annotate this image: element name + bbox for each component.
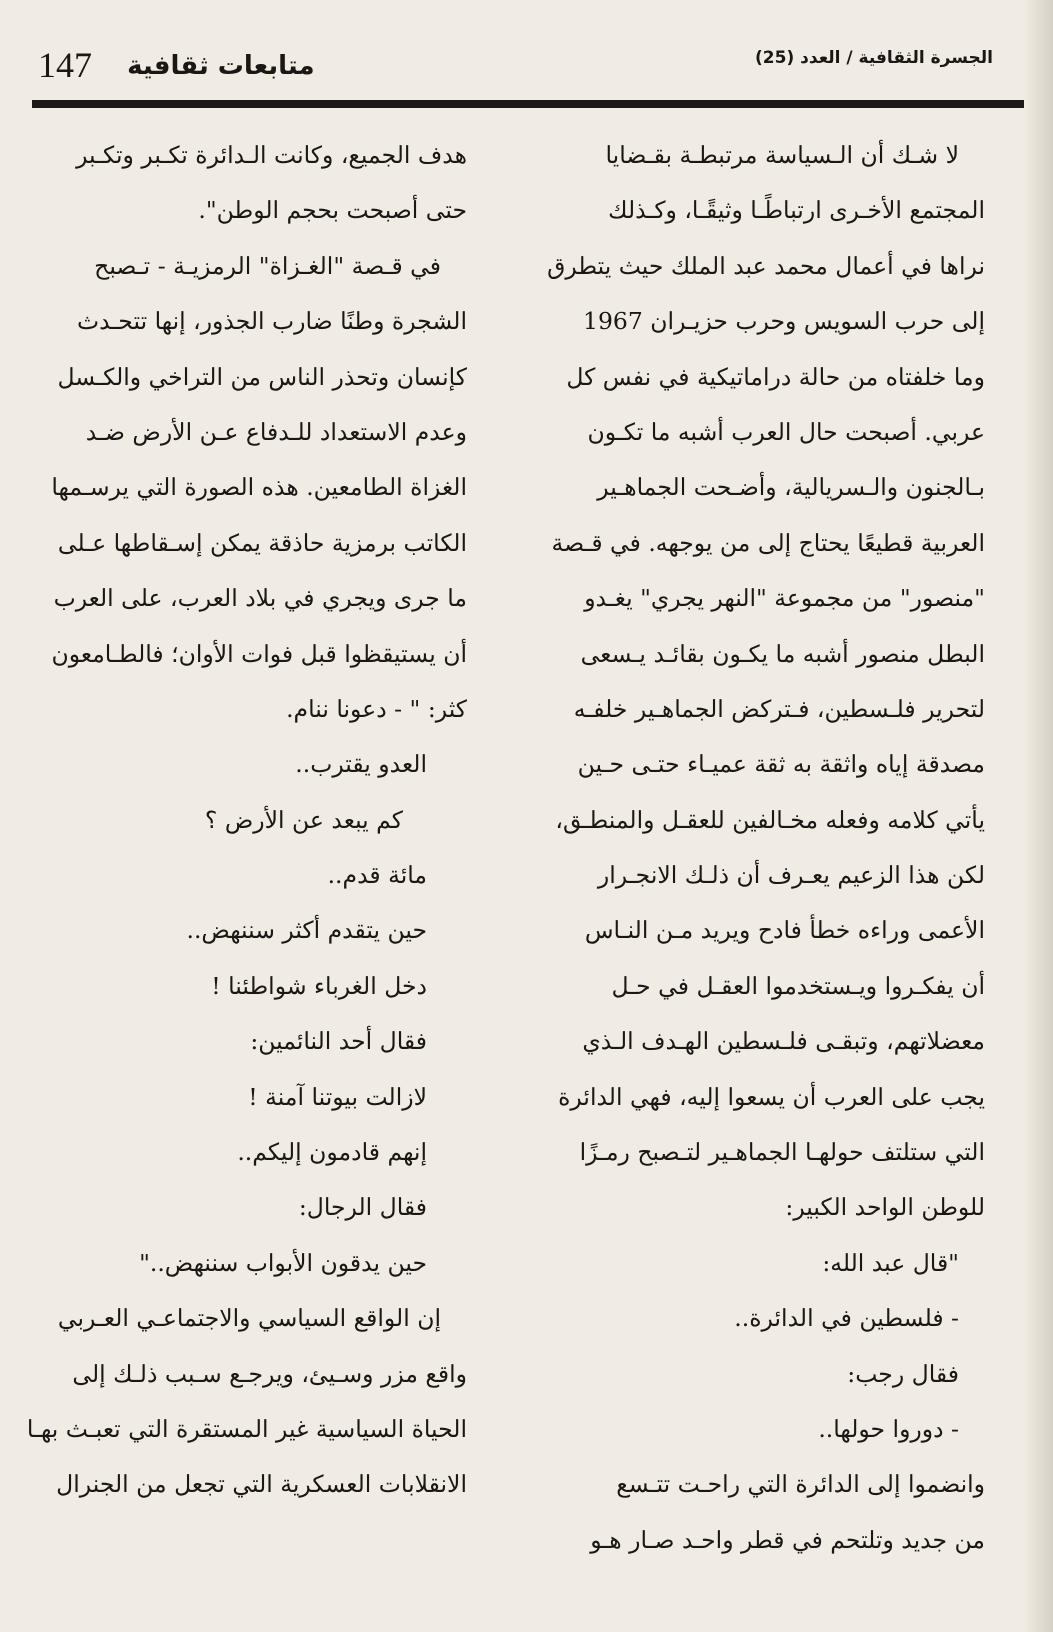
text-line: كإنسان وتحذر الناس من التراخي والكـسل [57, 362, 467, 391]
text-line: الانقلابات العسكرية التي تجعل من الجنرال [56, 1470, 467, 1499]
text-line: العربية قطيعًا يحتاج إلى من يوجهه. في قـصة [551, 528, 985, 557]
text-line: إن الواقع السياسي والاجتماعـي العـربي [57, 1304, 441, 1333]
text-line: عربي. أصبحت حال العرب أشبه ما تكـون [587, 417, 985, 446]
text-line: للوطن الواحد الكبير: [785, 1193, 985, 1222]
quote-line: - فلسطين في الدائرة.. [734, 1304, 959, 1333]
text-line: نراها في أعمال محمد عبد الملك حيث يتطرق [547, 251, 985, 280]
text-line: الكاتب برمزية حاذقة يمكن إسـقاطها عـلى [57, 528, 467, 557]
text-line: لكن هذا الزعيم يعـرف أن ذلـك الانجـرار [597, 861, 985, 890]
text-line: أن يستيقظوا قبل فوات الأوان؛ فالطـامعون [51, 639, 467, 668]
verse-line: حين يدقون الأبواب سننهض.." [139, 1248, 427, 1277]
verse-line: فقال أحد النائمين: [250, 1027, 427, 1056]
page-header [0, 0, 1053, 110]
verse-line: إنهم قادمون إليكم.. [237, 1138, 427, 1167]
verse-line: كم يبعد عن الأرض ؟ [204, 805, 403, 834]
text-line: وما خلفتاه من حالة دراماتيكية في نفس كل [566, 362, 985, 391]
verse-line: العدو يقترب.. [295, 750, 427, 779]
verse-line: لازالت بيوتنا آمنة ! [248, 1082, 427, 1111]
text-line: الغزاة الطامعين. هذه الصورة التي يرسـمها [51, 473, 467, 502]
journal-info: الجسرة الثقافية / العدد (25) [755, 48, 993, 68]
text-line: لا شـك أن الـسياسة مرتبطـة بقـضايا [605, 141, 959, 169]
text-line: حتى أصبحت بحجم الوطن". [198, 196, 467, 225]
text-line: البطل منصور أشبه ما يكـون بقائـد يـسعى [580, 639, 985, 668]
page-number: 147 [38, 45, 92, 85]
text-line: أن يفكـروا ويـستخدموا العقـل في حـل [611, 971, 985, 1000]
text-line: لتحرير فلـسطين، فـتركض الجماهـير خلفـه [573, 694, 985, 723]
verse-line: دخل الغرباء شواطئنا ! [211, 971, 427, 1000]
text-line: المجتمع الأخـرى ارتباطًـا وثيقًـا، وكـذلك [608, 196, 985, 225]
text-line: التي ستلتف حولهـا الجماهـير لتـصبح رمـزًا [579, 1138, 985, 1167]
text-line: من جديد وتلتحم في قطر واحـد صـار هـو [590, 1525, 985, 1554]
text-line: الأعمى وراءه خطأ فادح ويريد مـن النـاس [584, 916, 985, 945]
text-line: كثر: " - دعونا ننام. [286, 694, 467, 723]
verse-line: مائة قدم.. [327, 861, 427, 890]
section-title: متابعات ثقافية [127, 51, 315, 81]
text-line: يأتي كلامه وفعله مخـالفين للعقـل والمنطـق، [555, 805, 985, 834]
text-line: هدف الجميع، وكانت الـدائرة تكـبر وتكـبر [76, 141, 467, 169]
text-line: الحياة السياسية غير المستقرة التي تعبـث بهـا [27, 1414, 467, 1443]
right-column [545, 128, 985, 1568]
text-line: معضلاتهم، وتبقـى فلـسطين الهـدف الـذي [582, 1027, 985, 1056]
left-column [27, 128, 467, 1513]
page-edge-shadow [1023, 0, 1053, 1632]
text-line: مصدقة إياه واثقة به ثقة عميـاء حتـى حـين [577, 750, 985, 779]
text-line: وعدم الاستعداد للـدفاع عـن الأرض ضـد [85, 417, 467, 446]
text-line: الشجرة وطنًا ضارب الجذور، إنها تتحـدث [76, 307, 467, 336]
header-rule [32, 100, 1024, 108]
verse-line: حين يتقدم أكثر سننهض.. [186, 916, 427, 945]
text-line: ما جرى ويجري في بلاد العرب، على العرب [53, 584, 467, 613]
quote-line: فقال رجب: [847, 1359, 959, 1388]
text-line: في قـصة "الغـزاة" الرمزيـة - تـصبح [94, 251, 441, 280]
header-left [38, 44, 315, 86]
text-line: وانضموا إلى الدائرة التي راحـت تتـسع [616, 1470, 985, 1499]
text-line: إلى حرب السويس وحرب حزيـران 1967 [583, 307, 985, 336]
quote-line: - دوروا حولها.. [818, 1414, 959, 1443]
verse-line: فقال الرجال: [298, 1193, 427, 1222]
text-line: واقع مزر وسـيئ، ويرجـع سـبب ذلـك إلى [72, 1359, 467, 1388]
text-line: "منصور" من مجموعة "النهر يجري" يغـدو [584, 584, 985, 613]
text-line: يجب على العرب أن يسعوا إليه، فهي الدائرة [558, 1082, 985, 1111]
quote-line: "قال عبد الله: [822, 1248, 959, 1277]
text-line: بـالجنون والـسريالية، وأضـحت الجماهـير [597, 473, 985, 502]
